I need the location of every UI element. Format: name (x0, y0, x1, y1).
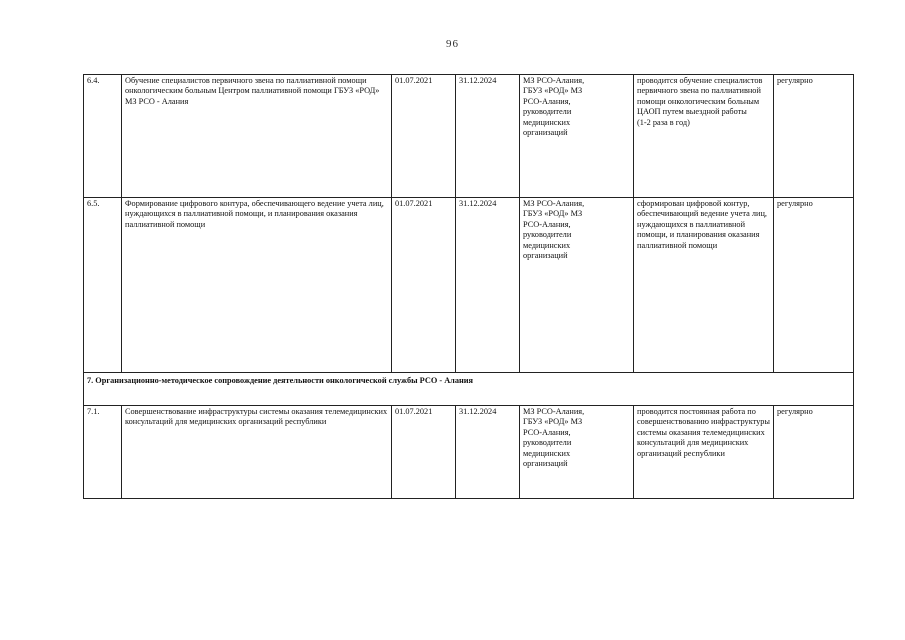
section-row (84, 373, 854, 406)
row-result: сформирован цифровой контур, обеспечивающий ведение учета лиц, нуждающихся в паллиативной помощи, и планирования оказания паллиативной помощи (634, 198, 774, 373)
table-row (84, 406, 854, 499)
row-start-date: 01.07.2021 (392, 198, 456, 373)
row-end-date: 31.12.2024 (456, 198, 520, 373)
row-title: Формирование цифрового контура, обеспечивающего ведение учета лиц, нуждающихся в паллиативной помощи, и планирования оказания паллиативной помощи (122, 198, 392, 373)
row-number: 6.4. (84, 75, 122, 198)
section-title: 7. Организационно-методическое сопровождение деятельности онкологической службы РСО - Алания (84, 373, 854, 406)
row-executors: МЗ РСО-Алания, ГБУЗ «РОД» МЗ РСО-Алания, руководители медицинских организаций (520, 198, 634, 373)
row-title: Совершенствование инфраструктуры системы оказания телемедицинских консультаций для медицинских организаций республики (122, 406, 392, 499)
row-number: 7.1. (84, 406, 122, 499)
row-end-date: 31.12.2024 (456, 406, 520, 499)
row-period: регулярно (774, 75, 854, 198)
row-number: 6.5. (84, 198, 122, 373)
table-row (84, 198, 854, 373)
row-period: регулярно (774, 198, 854, 373)
activities-table (83, 74, 854, 499)
page-number: 96 (446, 38, 459, 50)
row-title: Обучение специалистов первичного звена по паллиативной помощи онкологическим больным Центром паллиативной помощи ГБУЗ «РОД» МЗ РСО - Алания (122, 75, 392, 198)
row-end-date: 31.12.2024 (456, 75, 520, 198)
row-result: проводится постоянная работа по совершенствованию инфраструктуры системы оказания телемедицинских консультаций для медицинских организаций республики (634, 406, 774, 499)
row-start-date: 01.07.2021 (392, 75, 456, 198)
row-period: регулярно (774, 406, 854, 499)
row-result: проводится обучение специалистов первичного звена по паллиативной помощи онкологическим больным ЦАОП путем выездной работы (1-2 раза в год) (634, 75, 774, 198)
row-executors: МЗ РСО-Алания, ГБУЗ «РОД» МЗ РСО-Алания, руководители медицинских организаций (520, 75, 634, 198)
row-executors: МЗ РСО-Алания, ГБУЗ «РОД» МЗ РСО-Алания, руководители медицинских организаций (520, 406, 634, 499)
row-start-date: 01.07.2021 (392, 406, 456, 499)
table-row (84, 75, 854, 198)
